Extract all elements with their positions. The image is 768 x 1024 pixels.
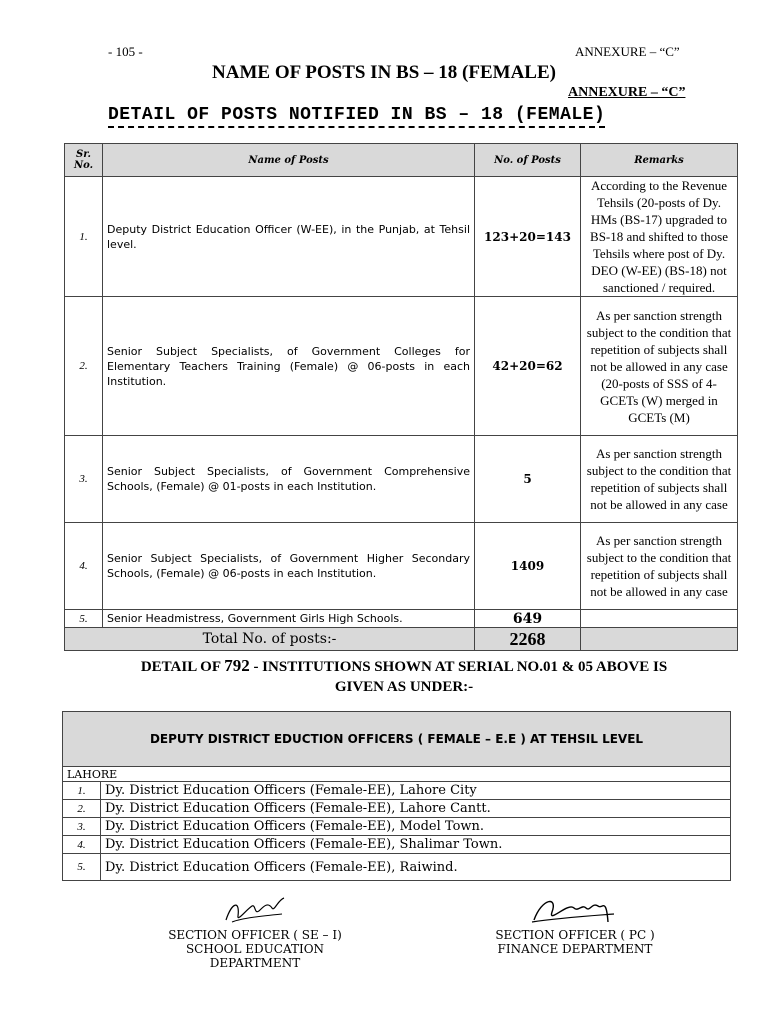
page-title: NAME OF POSTS IN BS – 18 (FEMALE): [212, 62, 556, 83]
column-header-sr: Sr. No.: [65, 144, 103, 177]
table-row: [63, 800, 731, 818]
row-sr: 5.: [65, 610, 103, 628]
row-sr: 2.: [65, 297, 103, 436]
page-number: - 105 -: [108, 44, 143, 59]
row-post-count: 5: [475, 436, 581, 523]
table-row: [65, 523, 738, 610]
institutions-table-title-row: [63, 712, 731, 767]
row-office-name: Dy. District Education Officers (Female-EE), Shalimar Town.: [101, 836, 731, 854]
row-remarks: As per sanction strength subject to the condition that repetition of subjects shall not be allowed in any case: [581, 523, 738, 610]
right-signatory-department: FINANCE DEPARTMENT: [497, 942, 653, 956]
row-sr: 1.: [63, 782, 101, 800]
row-post-count: 1409: [475, 523, 581, 610]
row-sr: 3.: [65, 436, 103, 523]
row-post-name: Senior Headmistress, Government Girls High Schools.: [103, 610, 475, 628]
institutions-table: [62, 711, 731, 881]
heading-suffix: - INSTITUTIONS SHOWN AT SERIAL NO.01 & 05 ABOVE IS: [253, 659, 668, 675]
row-sr: 2.: [63, 800, 101, 818]
institutions-table-title: DEPUTY DISTRICT EDUCTION OFFICERS ( FEMALE – E.E ) AT TEHSIL LEVEL: [63, 712, 731, 767]
table-header-row: [65, 144, 738, 177]
table-row: [65, 610, 738, 628]
row-office-name: Dy. District Education Officers (Female-EE), Raiwind.: [101, 854, 731, 881]
column-header-name: Name of Posts: [103, 144, 475, 177]
annexure-label: ANNEXURE – “C”: [568, 85, 686, 100]
city-label: LAHORE: [63, 767, 731, 782]
table-row: [63, 818, 731, 836]
row-sr: 3.: [63, 818, 101, 836]
row-post-count: 123+20=143: [475, 177, 581, 297]
column-header-remarks: Remarks: [581, 144, 738, 177]
row-office-name: Dy. District Education Officers (Female-EE), Model Town.: [101, 818, 731, 836]
table-row: [63, 836, 731, 854]
row-post-name: Senior Subject Specialists, of Government Comprehensive Schools, (Female) @ 01-posts in each Institution.: [103, 436, 475, 523]
row-post-name: Senior Subject Specialists, of Government Colleges for Elementary Teachers Training (Female) @ 06-posts in each Institution.: [103, 297, 475, 436]
left-signature: [222, 892, 292, 928]
row-sr: 4.: [63, 836, 101, 854]
remarks-note: (20-posts of SSS of 4-GCETs (W) merged in GCETs (M): [600, 375, 718, 425]
row-remarks: According to the Revenue Tehsils (20-posts of Dy. HMs (BS-17) upgraded to BS-18 and shifted to those Tehsils where post of Dy. DEO (W-EE) (BS-18) not sanctioned / required.: [581, 177, 738, 297]
left-signatory-title: SECTION OFFICER ( SE – I): [168, 928, 342, 942]
posts-table: [64, 143, 738, 651]
table-row: [63, 854, 731, 881]
city-row: [63, 767, 731, 782]
total-label: Total No. of posts:-: [65, 628, 475, 651]
table-row: [65, 177, 738, 297]
right-signatory-title: SECTION OFFICER ( PC ): [495, 928, 655, 942]
institution-count: 792: [224, 656, 250, 675]
row-sr: 4.: [65, 523, 103, 610]
row-remarks: As per sanction strength subject to the condition that repetition of subjects shall not be allowed in any case: [581, 436, 738, 523]
left-signatory-department: SCHOOL EDUCATION DEPARTMENT: [185, 942, 325, 970]
total-remarks-empty: [581, 628, 738, 651]
row-office-name: Dy. District Education Officers (Female-EE), Lahore Cantt.: [101, 800, 731, 818]
row-sr: 1.: [65, 177, 103, 297]
total-row: [65, 628, 738, 651]
remarks-text: As per sanction strength subject to the condition that repetition of subjects shall not be allowed in any case: [586, 307, 732, 374]
left-signatory: [140, 928, 370, 970]
detail-title: DETAIL OF POSTS NOTIFIED IN BS – 18 (FEMALE): [108, 105, 605, 128]
column-header-posts: No. of Posts: [475, 144, 581, 177]
row-post-count: 42+20=62: [475, 297, 581, 436]
row-remarks: [581, 610, 738, 628]
table-row: [65, 436, 738, 523]
row-office-name: Dy. District Education Officers (Female-EE), Lahore City: [101, 782, 731, 800]
heading-prefix: DETAIL OF: [140, 659, 221, 675]
right-signatory: [480, 928, 670, 956]
heading-line2: GIVEN AS UNDER:-: [334, 679, 474, 695]
row-sr: 5.: [63, 854, 101, 881]
row-remarks: [581, 297, 738, 436]
row-post-name: Senior Subject Specialists, of Government Higher Secondary Schools, (Female) @ 06-posts in each Institution.: [103, 523, 475, 610]
row-post-name: Deputy District Education Officer (W-EE), in the Punjab, at Tehsil level.: [103, 177, 475, 297]
right-signature: [528, 892, 618, 930]
annexure-label-top: ANNEXURE – “C”: [575, 44, 680, 59]
total-value: 2268: [475, 628, 581, 651]
institutions-heading: [0, 656, 768, 697]
table-row: [65, 297, 738, 436]
row-post-count: 649: [475, 610, 581, 628]
table-row: [63, 782, 731, 800]
